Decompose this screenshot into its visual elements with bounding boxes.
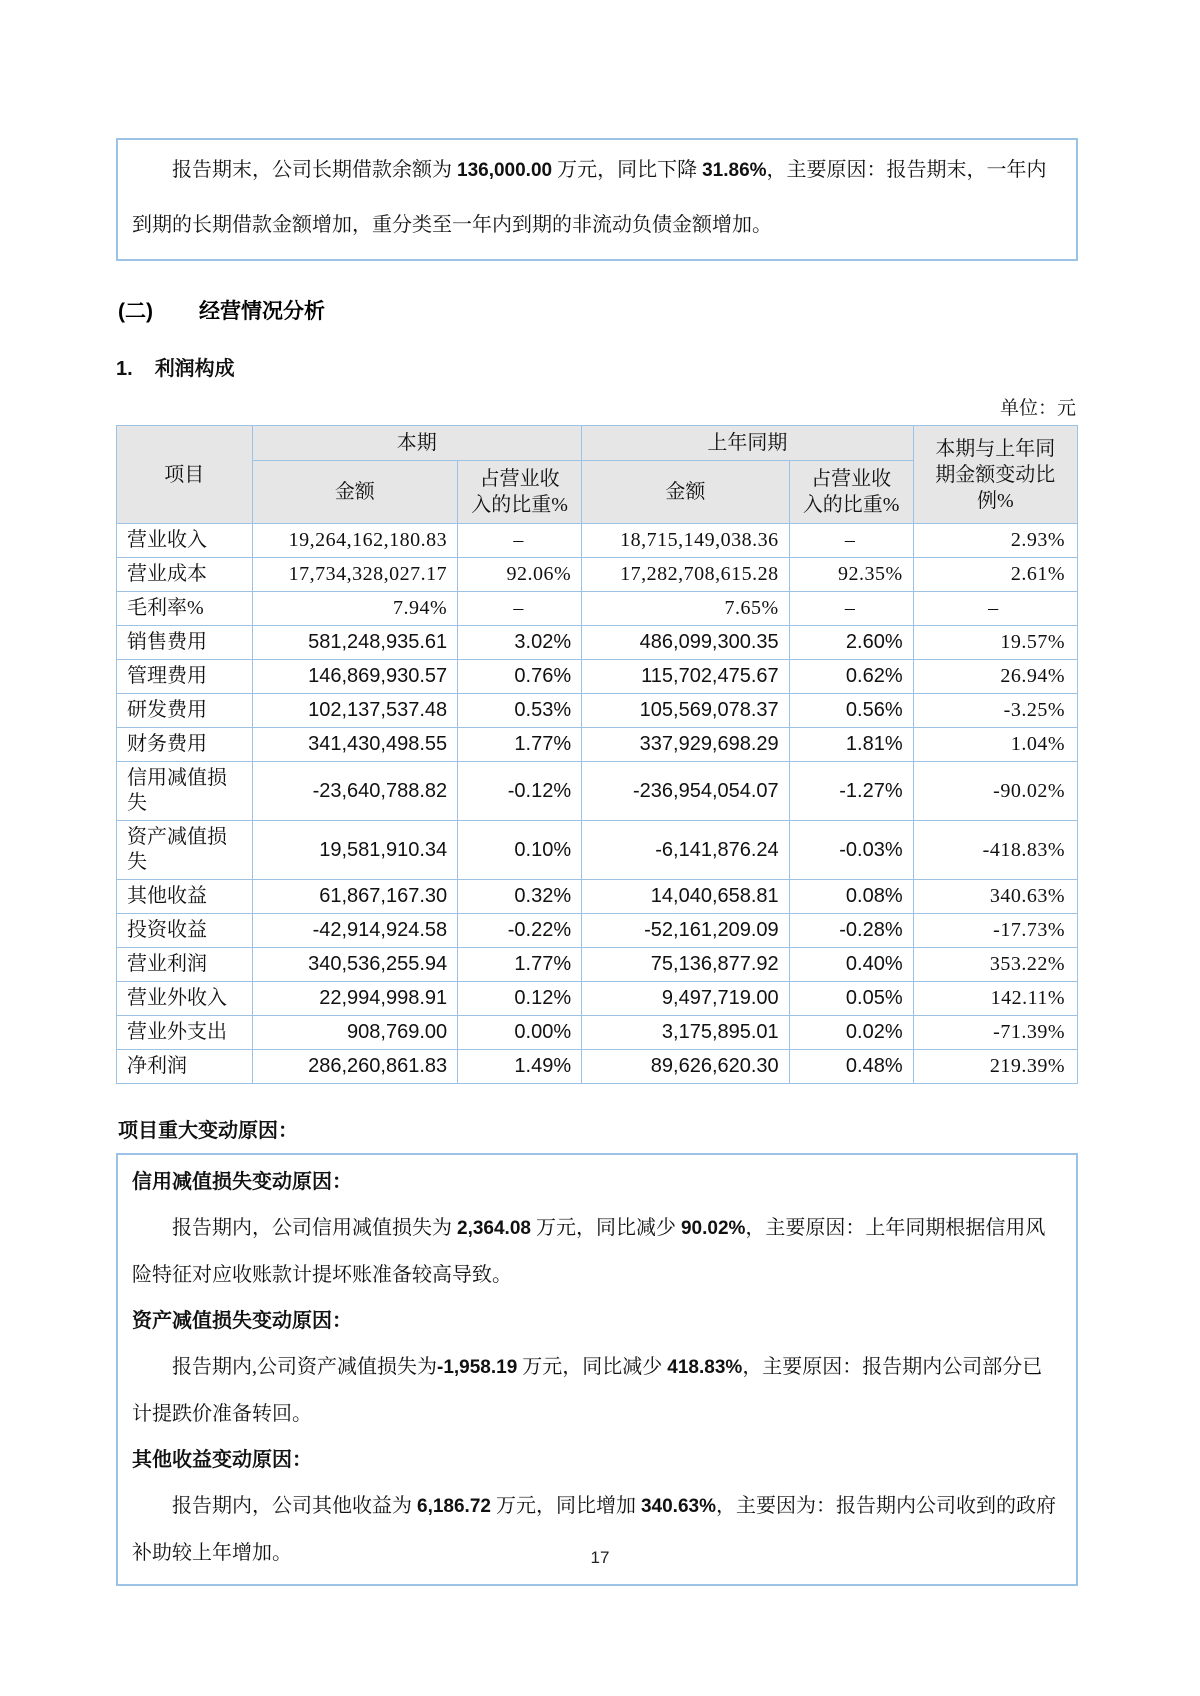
cell-item: 其他收益 bbox=[117, 880, 253, 914]
table-row bbox=[117, 821, 1078, 880]
cell-current-ratio: 92.06% bbox=[458, 558, 582, 592]
reason-heading: 其他收益变动原因： bbox=[132, 1449, 312, 1471]
cell-change-ratio: 2.61% bbox=[913, 558, 1077, 592]
table-row bbox=[117, 626, 1078, 660]
table-row bbox=[117, 880, 1078, 914]
cell-prior-amount: -6,141,876.24 bbox=[582, 821, 790, 880]
page-number: 17 bbox=[590, 1548, 610, 1567]
text-run: 报告期末，公司长期借款余额为 bbox=[172, 159, 457, 181]
cell-prior-ratio: 0.40% bbox=[789, 948, 913, 982]
bold-number: 90.02% bbox=[680, 1218, 746, 1239]
table-row bbox=[117, 592, 1078, 626]
cell-current-amount: -42,914,924.58 bbox=[252, 914, 458, 948]
cell-item: 营业成本 bbox=[117, 558, 253, 592]
cell-item: 信用减值损失 bbox=[117, 762, 253, 821]
section-index: (二) bbox=[118, 300, 153, 323]
col-header-prior-revenue-ratio bbox=[789, 461, 913, 524]
cell-item: 营业利润 bbox=[117, 948, 253, 982]
cell-item: 营业外支出 bbox=[117, 1016, 253, 1050]
cell-current-amount: 146,869,930.57 bbox=[252, 660, 458, 694]
cell-current-amount: 581,248,935.61 bbox=[252, 626, 458, 660]
cell-change-ratio: 142.11% bbox=[913, 982, 1077, 1016]
cell-current-ratio: -0.22% bbox=[458, 914, 582, 948]
long-term-loan-note-box bbox=[116, 138, 1078, 261]
cell-prior-amount: 14,040,658.81 bbox=[582, 880, 790, 914]
cell-prior-amount: -236,954,054.07 bbox=[582, 762, 790, 821]
cell-current-ratio: 1.77% bbox=[458, 948, 582, 982]
col-header-prior-revenue-ratio-text: 占营业收入的比重% bbox=[802, 468, 900, 516]
bold-number: 2,364.08 bbox=[457, 1218, 531, 1239]
cell-prior-amount: 9,497,719.00 bbox=[582, 982, 790, 1016]
reasons-box bbox=[116, 1153, 1078, 1586]
text-run: ，主要原因：报告期内公司部分已计提跌价准备转回。 bbox=[132, 1356, 1043, 1425]
reason-heading: 信用减值损失变动原因： bbox=[132, 1171, 352, 1193]
cell-prior-amount: 337,929,698.29 bbox=[582, 728, 790, 762]
text-run: 万元，同比减少 bbox=[530, 1217, 681, 1239]
cell-item: 财务费用 bbox=[117, 728, 253, 762]
cell-current-ratio: 0.12% bbox=[458, 982, 582, 1016]
cell-current-ratio: 1.77% bbox=[458, 728, 582, 762]
col-header-current-revenue-ratio bbox=[458, 461, 582, 524]
text-run: 报告期内，公司信用减值损失为 bbox=[172, 1217, 457, 1239]
cell-current-ratio: -0.12% bbox=[458, 762, 582, 821]
cell-change-ratio: 340.63% bbox=[913, 880, 1077, 914]
cell-prior-amount: 18,715,149,038.36 bbox=[582, 524, 790, 558]
cell-current-ratio: 0.53% bbox=[458, 694, 582, 728]
col-header-change-ratio bbox=[913, 426, 1077, 524]
cell-current-ratio: 0.00% bbox=[458, 1016, 582, 1050]
bold-number: 31.86% bbox=[702, 160, 767, 181]
cell-prior-ratio: -0.28% bbox=[789, 914, 913, 948]
cell-change-ratio: -17.73% bbox=[913, 914, 1077, 948]
cell-prior-amount: 7.65% bbox=[582, 592, 790, 626]
cell-prior-ratio: 0.05% bbox=[789, 982, 913, 1016]
text-run: 万元，同比下降 bbox=[552, 159, 703, 181]
cell-change-ratio: 219.39% bbox=[913, 1050, 1077, 1084]
table-row bbox=[117, 948, 1078, 982]
cell-current-amount: 340,536,255.94 bbox=[252, 948, 458, 982]
cell-prior-amount: 89,626,620.30 bbox=[582, 1050, 790, 1084]
col-header-current-revenue-ratio-text: 占营业收入的比重% bbox=[471, 468, 568, 516]
table-row bbox=[117, 558, 1078, 592]
cell-current-ratio: 3.02% bbox=[458, 626, 582, 660]
cell-prior-ratio: 0.48% bbox=[789, 1050, 913, 1084]
cell-item: 研发费用 bbox=[117, 694, 253, 728]
cell-item: 资产减值损失 bbox=[117, 821, 253, 880]
cell-prior-ratio: – bbox=[789, 524, 913, 558]
subsection-heading bbox=[116, 352, 1078, 381]
cell-prior-ratio: 0.56% bbox=[789, 694, 913, 728]
text-run: 报告期内，公司其他收益为 bbox=[172, 1495, 417, 1517]
unit-label: 单位：元 bbox=[999, 398, 1076, 419]
text-run: ，主要因为：报告期内公司收到的政府补助较上年增加。 bbox=[132, 1495, 1056, 1564]
page-content bbox=[116, 138, 1078, 1586]
cell-current-ratio: – bbox=[458, 592, 582, 626]
table-row bbox=[117, 1016, 1078, 1050]
cell-current-amount: 286,260,861.83 bbox=[252, 1050, 458, 1084]
col-group-current-period: 本期 bbox=[252, 426, 582, 461]
cell-change-ratio: -3.25% bbox=[913, 694, 1077, 728]
col-header-prior-amount: 金额 bbox=[582, 461, 790, 524]
cell-item: 销售费用 bbox=[117, 626, 253, 660]
text-run: 报告期内,公司资产减值损失为 bbox=[172, 1356, 437, 1378]
table-header bbox=[117, 426, 1078, 524]
cell-prior-ratio: 0.08% bbox=[789, 880, 913, 914]
cell-current-ratio: 0.76% bbox=[458, 660, 582, 694]
cell-current-ratio: 1.49% bbox=[458, 1050, 582, 1084]
cell-change-ratio: 19.57% bbox=[913, 626, 1077, 660]
table-row bbox=[117, 914, 1078, 948]
table-row bbox=[117, 524, 1078, 558]
col-header-current-amount: 金额 bbox=[252, 461, 458, 524]
table-row bbox=[117, 1050, 1078, 1084]
cell-prior-amount: 3,175,895.01 bbox=[582, 1016, 790, 1050]
text-run: 万元，同比减少 bbox=[517, 1356, 668, 1378]
table-row bbox=[117, 982, 1078, 1016]
reasons-title: 项目重大变动原因： bbox=[118, 1120, 298, 1142]
col-header-item: 项目 bbox=[117, 426, 253, 524]
section-title: 经营情况分析 bbox=[199, 300, 325, 323]
reason-block bbox=[132, 1298, 1062, 1437]
cell-prior-amount: 75,136,877.92 bbox=[582, 948, 790, 982]
cell-current-ratio: – bbox=[458, 524, 582, 558]
subsection-title: 利润构成 bbox=[154, 358, 235, 380]
table-row bbox=[117, 762, 1078, 821]
cell-current-amount: 7.94% bbox=[252, 592, 458, 626]
subsection-index: 1. bbox=[116, 358, 133, 380]
cell-current-ratio: 0.10% bbox=[458, 821, 582, 880]
cell-prior-amount: 486,099,300.35 bbox=[582, 626, 790, 660]
col-header-change-ratio-text: 本期与上年同期金额变动比例% bbox=[935, 437, 1056, 512]
reason-paragraph bbox=[132, 1205, 1062, 1298]
cell-current-amount: 341,430,498.55 bbox=[252, 728, 458, 762]
reason-heading: 资产减值损失变动原因： bbox=[132, 1310, 352, 1332]
cell-change-ratio: 2.93% bbox=[913, 524, 1077, 558]
cell-change-ratio: 353.22% bbox=[913, 948, 1077, 982]
cell-change-ratio: -418.83% bbox=[913, 821, 1077, 880]
cell-prior-amount: -52,161,209.09 bbox=[582, 914, 790, 948]
cell-current-amount: 908,769.00 bbox=[252, 1016, 458, 1050]
long-term-loan-note-text bbox=[132, 143, 1062, 253]
bold-number: 340.63% bbox=[640, 1496, 716, 1517]
cell-prior-ratio: -0.03% bbox=[789, 821, 913, 880]
cell-prior-ratio: – bbox=[789, 592, 913, 626]
table-row bbox=[117, 660, 1078, 694]
cell-current-ratio: 0.32% bbox=[458, 880, 582, 914]
cell-change-ratio: -71.39% bbox=[913, 1016, 1077, 1050]
cell-prior-ratio: 2.60% bbox=[789, 626, 913, 660]
cell-current-amount: 19,264,162,180.83 bbox=[252, 524, 458, 558]
cell-current-amount: 19,581,910.34 bbox=[252, 821, 458, 880]
reason-block bbox=[132, 1159, 1062, 1298]
cell-current-amount: 22,994,998.91 bbox=[252, 982, 458, 1016]
reason-paragraph bbox=[132, 1344, 1062, 1437]
cell-current-amount: 102,137,537.48 bbox=[252, 694, 458, 728]
bold-number: 6,186.72 bbox=[417, 1496, 491, 1517]
cell-prior-amount: 115,702,475.67 bbox=[582, 660, 790, 694]
text-run: ，主要原因：报告期末，一年内到期的长期借款金额增加，重分类至一年内到期的非流动负债金额增加。 bbox=[132, 159, 1047, 236]
cell-prior-ratio: -1.27% bbox=[789, 762, 913, 821]
cell-change-ratio: 1.04% bbox=[913, 728, 1077, 762]
cell-item: 投资收益 bbox=[117, 914, 253, 948]
cell-prior-ratio: 0.62% bbox=[789, 660, 913, 694]
cell-current-amount: 17,734,328,027.17 bbox=[252, 558, 458, 592]
cell-current-amount: 61,867,167.30 bbox=[252, 880, 458, 914]
bold-number: 418.83% bbox=[667, 1357, 743, 1378]
cell-change-ratio: -90.02% bbox=[913, 762, 1077, 821]
bold-number: -1,958.19 bbox=[437, 1357, 518, 1378]
cell-prior-ratio: 1.81% bbox=[789, 728, 913, 762]
cell-item: 净利润 bbox=[117, 1050, 253, 1084]
cell-item: 营业收入 bbox=[117, 524, 253, 558]
cell-prior-ratio: 92.35% bbox=[789, 558, 913, 592]
text-run: ，主要原因：上年同期根据信用风险特征对应收账款计提坏账准备较高导致。 bbox=[132, 1217, 1046, 1286]
cell-item: 毛利率% bbox=[117, 592, 253, 626]
cell-change-ratio: 26.94% bbox=[913, 660, 1077, 694]
section-heading bbox=[118, 295, 1078, 325]
cell-prior-amount: 105,569,078.37 bbox=[582, 694, 790, 728]
cell-item: 营业外收入 bbox=[117, 982, 253, 1016]
profit-composition-table bbox=[116, 425, 1078, 1084]
cell-change-ratio: – bbox=[913, 592, 1077, 626]
cell-current-amount: -23,640,788.82 bbox=[252, 762, 458, 821]
cell-item: 管理费用 bbox=[117, 660, 253, 694]
table-row bbox=[117, 694, 1078, 728]
table-row bbox=[117, 728, 1078, 762]
cell-prior-amount: 17,282,708,615.28 bbox=[582, 558, 790, 592]
profit-table-body bbox=[117, 524, 1078, 1084]
col-group-prior-period: 上年同期 bbox=[582, 426, 914, 461]
cell-prior-ratio: 0.02% bbox=[789, 1016, 913, 1050]
text-run: 万元，同比增加 bbox=[490, 1495, 641, 1517]
bold-number: 136,000.00 bbox=[457, 160, 553, 181]
